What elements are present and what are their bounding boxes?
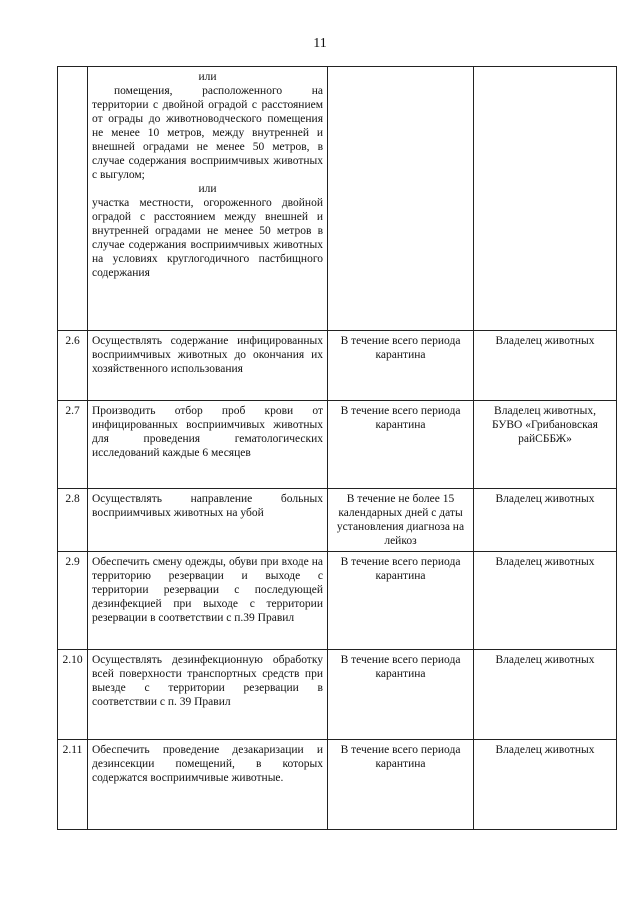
measure-text-line: Обеспечить смену одежды, обуви при входе на территорию резервации и выходе с территории резервации с последующей дезинфекцией при выходе с территории резервации в соответствии с п.39 Правил: [92, 556, 323, 624]
measure-text: [88, 740, 328, 830]
table-row: [58, 740, 617, 830]
table-row: [58, 552, 617, 650]
item-number: [58, 67, 88, 331]
deadline: В течение всего периода карантина: [328, 401, 474, 489]
measure-text-line: помещения, расположенного на территории с двойной оградой с расстоянием от ограды до животноводческого помещения не менее 10 метров, между внутренней и внешней оградами не менее 50 метров, в случае содержания восприимчивых животных с выгулом;: [92, 85, 323, 181]
measure-text: [88, 650, 328, 740]
measure-text: [88, 331, 328, 401]
responsible-party: Владелец животных: [474, 489, 617, 552]
page-number: 11: [313, 36, 327, 51]
item-number: 2.8: [58, 489, 88, 552]
table-row: [58, 489, 617, 552]
item-number: 2.11: [58, 740, 88, 830]
responsible-party: Владелец животных, БУВО «Грибановская райСББЖ»: [474, 401, 617, 489]
measure-text-line: или: [198, 71, 217, 83]
measure-text: [88, 489, 328, 552]
responsible-party: Владелец животных: [474, 650, 617, 740]
table-row: [58, 67, 617, 331]
table-row: [58, 650, 617, 740]
deadline: В течение всего периода карантина: [328, 740, 474, 830]
measures-table: [57, 66, 617, 830]
measure-text-line: Производить отбор проб крови от инфицированных восприимчивых животных для проведения гематологических исследований каждые 6 месяцев: [92, 405, 323, 459]
measure-text-line: Осуществлять дезинфекционную обработку всей поверхности транспортных средств при выезде с территории резервации в соответствии с п. 39 Правил: [92, 654, 323, 708]
deadline: [328, 67, 474, 331]
measure-text-line: Обеспечить проведение дезакаризации и дезинсекции помещений, в которых содержатся восприимчивые животные.: [92, 744, 323, 784]
item-number: 2.9: [58, 552, 88, 650]
deadline: В течение не более 15 календарных дней с даты установления диагноза на лейкоз: [328, 489, 474, 552]
responsible-party: [474, 67, 617, 331]
deadline: В течение всего периода карантина: [328, 552, 474, 650]
deadline: В течение всего периода карантина: [328, 650, 474, 740]
measure-text: [88, 401, 328, 489]
measure-text-line: Осуществлять содержание инфицированных восприимчивых животных до окончания их хозяйственного использования: [92, 335, 323, 375]
item-number: 2.7: [58, 401, 88, 489]
responsible-party: Владелец животных: [474, 552, 617, 650]
measure-text: [88, 67, 328, 331]
measure-text: [88, 552, 328, 650]
item-number: 2.6: [58, 331, 88, 401]
responsible-party: Владелец животных: [474, 331, 617, 401]
deadline: В течение всего периода карантина: [328, 331, 474, 401]
measure-text-line: или: [198, 183, 217, 195]
table-row: [58, 401, 617, 489]
responsible-party: Владелец животных: [474, 740, 617, 830]
measure-text-line: Осуществлять направление больных восприимчивых животных на убой: [92, 493, 323, 519]
measure-text-line: участка местности, огороженного двойной оградой с расстоянием между внешней и внутренней оградами не менее 50 метров в случае содержания восприимчивых животных на условиях круглогодичного пастбищного содержания: [92, 197, 323, 279]
item-number: 2.10: [58, 650, 88, 740]
table-row: [58, 331, 617, 401]
